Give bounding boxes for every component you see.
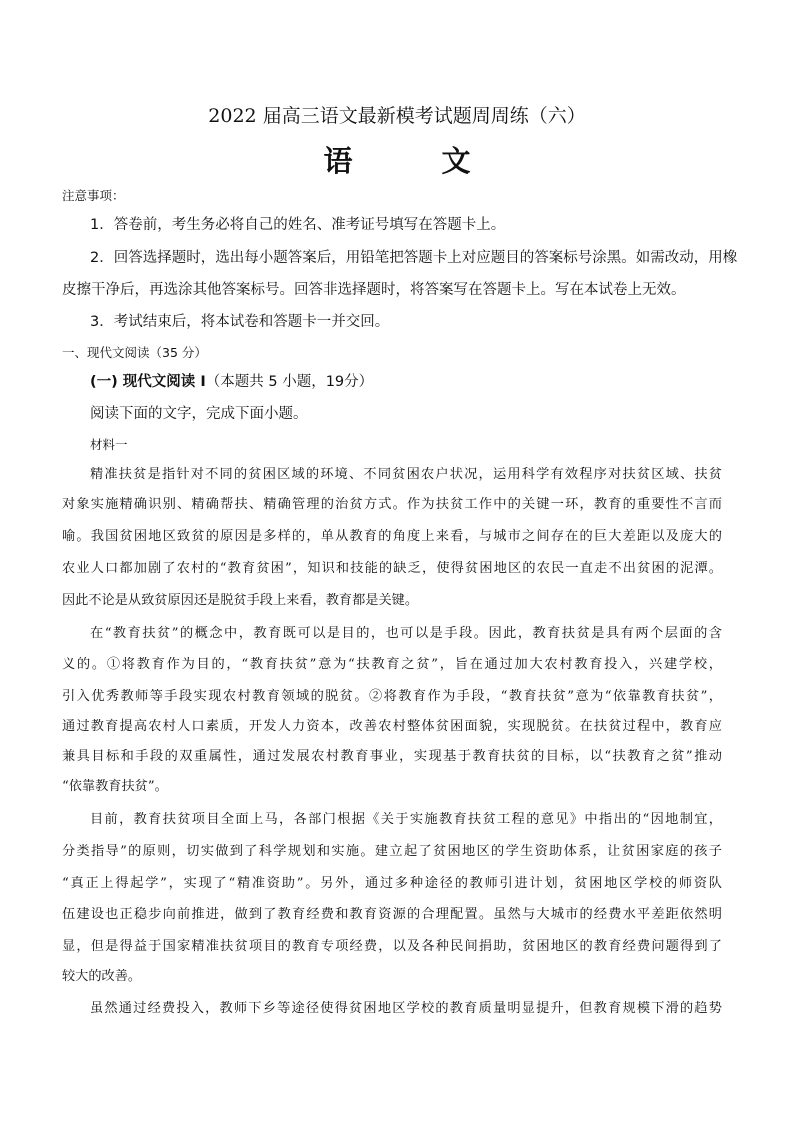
exam-title: 2022 届高三语文最新模考试题周周练（六）	[208, 105, 586, 127]
passage-line: “依靠教育扶贫”。	[62, 779, 168, 794]
sub-heading	[90, 372, 373, 392]
sub-heading-label: (一) 现代文阅读 I	[90, 374, 206, 390]
passage-line: 分类指导”的原则，切实做到了科学规划和实施。建立起了贫困地区的学生资助体系，让贫困家庭的孩子	[62, 844, 722, 859]
notice-item-2-cont: 皮擦干净后，再选涂其他答案标号。回答非选择题时，将答案写在答题卡上。写在本试卷上无效。	[62, 282, 686, 298]
passage-line: 喻。我国贫困地区致贫的原因是多样的，单从教育的角度上来看，与城市之间存在的巨大差距以及庞大的	[62, 529, 722, 544]
passage-line: 目前，教育扶贫项目全面上马，各部门根据《关于实施教育扶贫工程的意见》中指出的“因地制宜，	[90, 812, 722, 827]
passage-line: 对象实施精确识别、精确帮扶、精确管理的治贫方式。作为扶贫工作中的关键一环，教育的重要性不言而	[62, 497, 722, 512]
passage-line: 精准扶贫是指针对不同的贫困区域的环境、不同贫困农户状况，运用科学有效程序对扶贫区域、扶贫	[90, 467, 722, 482]
passage-line: 兼具目标和手段的双重属性，通过发展农村教育事业，实现基于教育扶贫的目标，以“扶教育之贫”推动	[62, 749, 722, 764]
notice-item-3: 3．考试结束后，将本试卷和答题卡一并交回。	[90, 314, 390, 330]
notice-item-1: 1．答卷前，考生务必将自己的姓名、准考证号填写在答题卡上。	[90, 217, 506, 233]
passage-line: 通过教育提高农村人口素质，开发人力资本，改善农村整体贫困面貌，实现脱贫。在扶贫过程中，教育应	[62, 719, 722, 734]
material-label: 材料一	[90, 437, 128, 452]
notice-heading: 注意事项：	[62, 188, 125, 203]
passage-line: 显，但是得益于国家精准扶贫项目的教育专项经费，以及各种民间捐助，贫困地区的教育经费问题得到了	[62, 939, 722, 954]
subject-title: 语 文	[323, 144, 501, 178]
passage-line: 义的。①将教育作为目的，“教育扶贫”意为“扶教育之贫”，旨在通过加大农村教育投入，兴建学校，	[62, 657, 722, 672]
passage-line: 较大的改善。	[62, 969, 142, 984]
passage-line: 农业人口都加剧了农村的“教育贫困”，知识和技能的缺乏，使得贫困地区的农民一直走不出贫困的泥潭。	[62, 561, 722, 576]
sub-heading-detail: （本题共 5 小题，19分）	[205, 374, 374, 390]
passage-line: 因此不论是从致贫原因还是脱贫手段上来看，教育都是关键。	[62, 593, 419, 608]
passage-line: 虽然通过经费投入，教师下乡等途径使得贫困地区学校的教育质量明显提升，但教育规模下滑的趋势	[90, 1001, 722, 1016]
passage-line: “真正上得起学”，实现了“精准资助”。另外，通过多种途径的教师引进计划，贫困地区学校的师资队	[62, 876, 722, 891]
passage-line: 在“教育扶贫”的概念中，教育既可以是目的，也可以是手段。因此，教育扶贫是具有两个层面的含	[90, 626, 722, 641]
passage-line: 引入优秀教师等手段实现农村教育领域的脱贫。②将教育作为手段，“教育扶贫”意为“依靠教育扶贫”，	[62, 689, 722, 704]
notice-item-2: 2．回答选择题时，选出每小题答案后，用铅笔把答题卡上对应题目的答案标号涂黑。如需改动，用橡	[90, 250, 738, 266]
reading-instruction: 阅读下面的文字，完成下面小题。	[90, 406, 308, 422]
passage-line: 伍建设也正稳步向前推进，做到了教育经费和教育资源的合理配置。虽然与大城市的经费水平差距依然明	[62, 907, 722, 922]
section-heading: 一、现代文阅读（35 分）	[62, 345, 207, 360]
